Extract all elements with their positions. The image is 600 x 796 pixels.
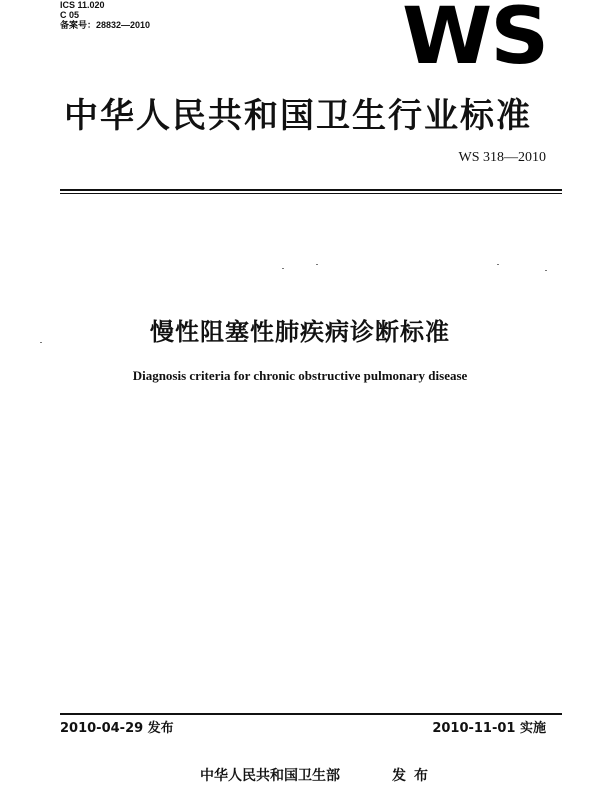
header-divider [60, 189, 562, 191]
ccs-code: C 05 [60, 10, 80, 20]
ws-logo: WS [402, 0, 548, 82]
record-number: 备案号：28832—2010 [60, 20, 151, 30]
issue-date: 2010-04-29 发布 [60, 721, 174, 736]
implementation-date: 2010-11-01 实施 [432, 721, 546, 736]
ics-code: ICS 11.020 [60, 0, 105, 10]
publish-label: 发布 [392, 768, 436, 784]
standard-type-heading: 中华人民共和国卫生行业标准 [64, 96, 532, 136]
scan-speck [545, 270, 547, 271]
scan-speck [497, 264, 499, 265]
scan-speck [316, 264, 318, 265]
document-title-en: Diagnosis criteria for chronic obstructive pulmonary disease [132, 368, 468, 383]
scan-speck [282, 268, 284, 269]
document-title-cn: 慢性阻塞性肺疾病诊断标准 [150, 318, 450, 346]
footer-divider [60, 713, 562, 715]
standard-code: WS 318—2010 [458, 150, 546, 165]
header-meta [60, 0, 150, 30]
header-divider-thin [60, 193, 562, 194]
publisher-name: 中华人民共和国卫生部 [200, 768, 340, 784]
